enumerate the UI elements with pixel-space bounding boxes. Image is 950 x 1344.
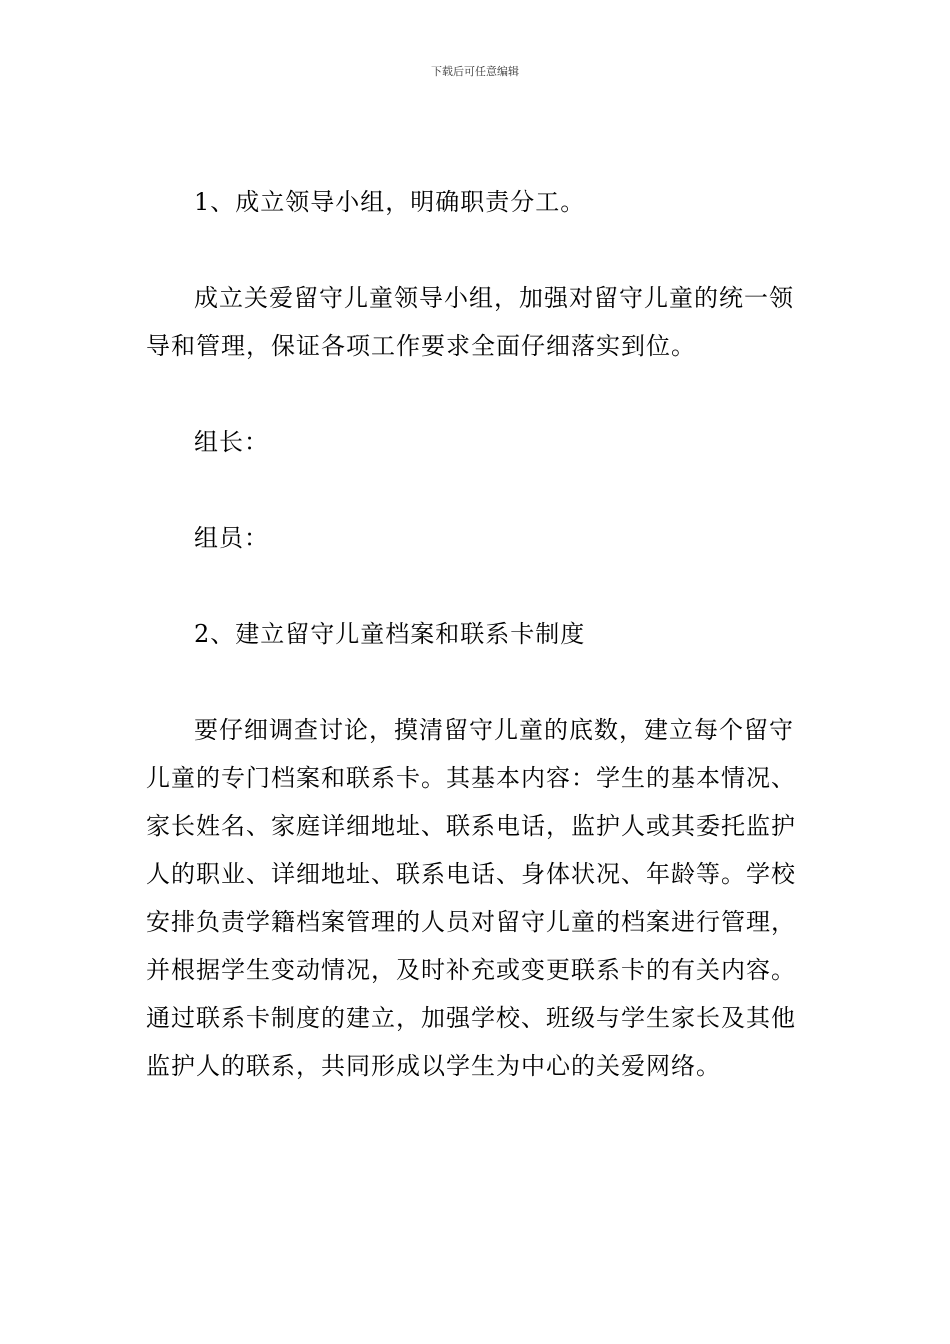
document-body — [146, 178, 806, 1090]
page-header: 下载后可任意编辑 — [431, 65, 519, 78]
group-leader-label: 组长： — [194, 428, 269, 456]
section-heading-1: 1、成立领导小组，明确职责分工。 — [194, 188, 586, 216]
section-heading-2: 2、建立留守儿童档案和联系卡制度 — [194, 620, 586, 648]
group-members-label: 组员： — [194, 524, 269, 552]
paragraph-archive-contact-card: 要仔细调查讨论，摸清留守儿童的底数，建立每个留守儿童的专门档案和联系卡。其基本内容：学生的基本情况、家长姓名、家庭详细地址、联系电话，监护人或其委托监护人的职业、详细地址、联系电话、身体状况、年龄等。学校安排负责学籍档案管理的人员对留守儿童的档案进行管理，并根据学生变动情况，及时补充或变更联系卡的有关内容。通过联系卡制度的建立，加强学校、班级与学生家长及其他监护人的联系，共同形成以学生为中心的关爱网络。 — [146, 716, 796, 1080]
paragraph-leadership-group: 成立关爱留守儿童领导小组，加强对留守儿童的统一领导和管理，保证各项工作要求全面仔细落实到位。 — [146, 284, 794, 360]
